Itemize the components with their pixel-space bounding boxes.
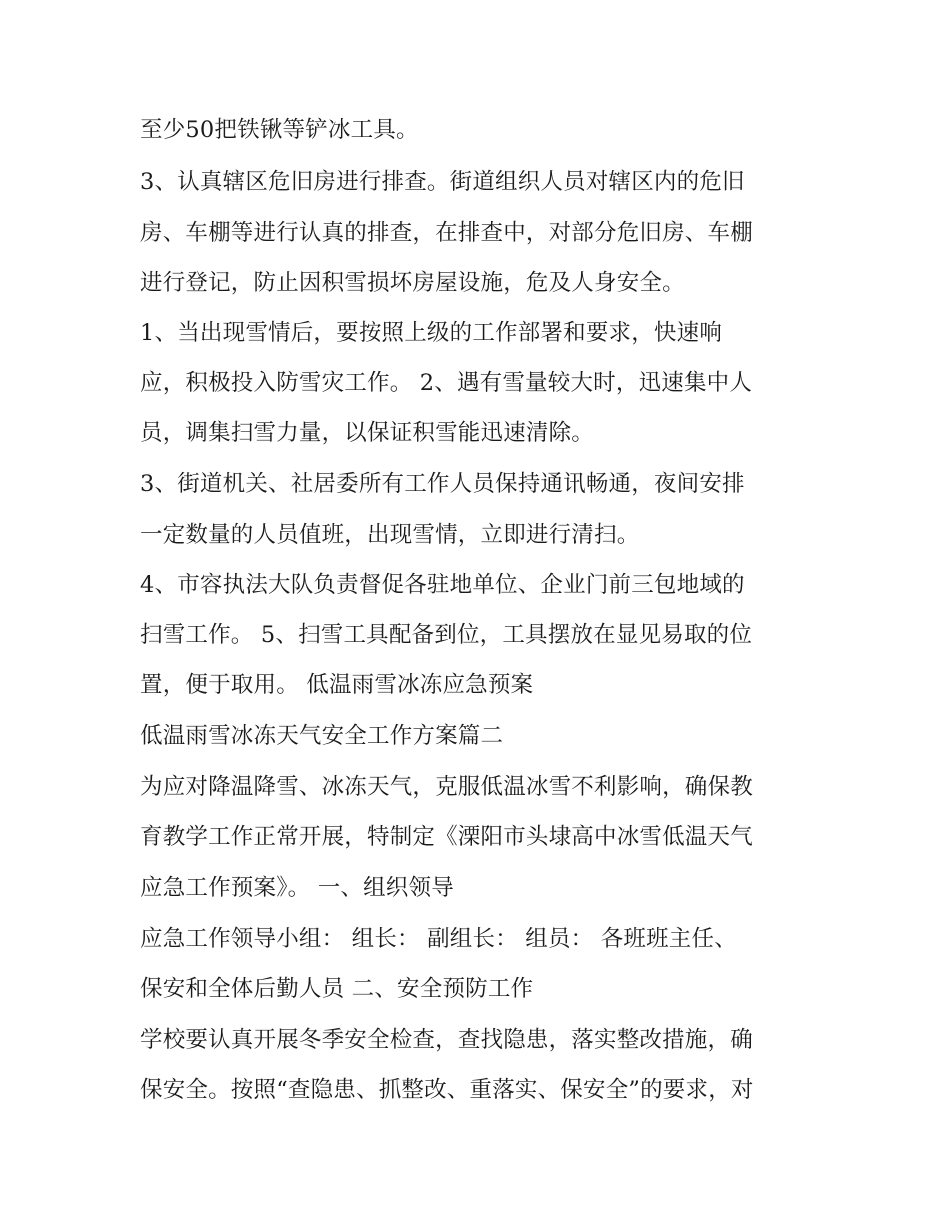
text-line: 4、市容执法大队负责督促各驻地单位、企业门前三包地域的 <box>140 572 745 598</box>
section-heading: 低温雨雪冰冻天气安全工作方案篇二 <box>140 723 504 749</box>
text-line: 保安全。按照“查隐患、抓整改、重落实、保安全”的要求，对 <box>140 1077 754 1103</box>
text-line: 3、认真辖区危旧房进行排查。街道组织人员对辖区内的危旧 <box>140 169 745 195</box>
text-line: 应急工作预案》。 一、组织领导 <box>140 875 454 901</box>
text-line: 房、车棚等进行认真的排查，在排查中，对部分危旧房、车棚 <box>140 220 753 246</box>
text-line: 扫雪工作。 5、扫雪工具配备到位，工具摆放在显见易取的位 <box>140 622 753 648</box>
text-line: 3、街道机关、社居委所有工作人员保持通讯畅通，夜间安排 <box>140 471 745 497</box>
text-line: 一定数量的人员值班，出现雪情，立即进行清扫。 <box>140 522 640 548</box>
text-line: 为应对降温降雪、冰冻天气，克服低温冰雪不利影响，确保教 <box>140 774 753 800</box>
text-line: 育教学工作正常开展，特制定《溧阳市头埭高中冰雪低温天气 <box>140 824 753 850</box>
text-line: 员，调集扫雪力量，以保证积雪能迅速清除。 <box>140 420 595 446</box>
text-line: 进行登记，防止因积雪损坏房屋设施，危及人身安全。 <box>140 270 685 296</box>
text-line: 至少50把铁锹等铲冰工具。 <box>140 117 419 143</box>
text-line: 应急工作领导小组： 组长： 副组长： 组员： 各班班主任、 <box>140 926 737 952</box>
text-line: 1、当出现雪情后，要按照上级的工作部署和要求，快速响 <box>140 320 723 346</box>
text-line: 应，积极投入防雪灾工作。 2、遇有雪量较大时，迅速集中人 <box>140 370 753 396</box>
text-line: 置，便于取用。 低温雨雪冰冻应急预案 <box>140 672 534 698</box>
text-line: 学校要认真开展冬季安全检查，查找隐患，落实整改措施，确 <box>140 1027 753 1053</box>
text-line: 保安和全体后勤人员 二、安全预防工作 <box>140 976 534 1002</box>
